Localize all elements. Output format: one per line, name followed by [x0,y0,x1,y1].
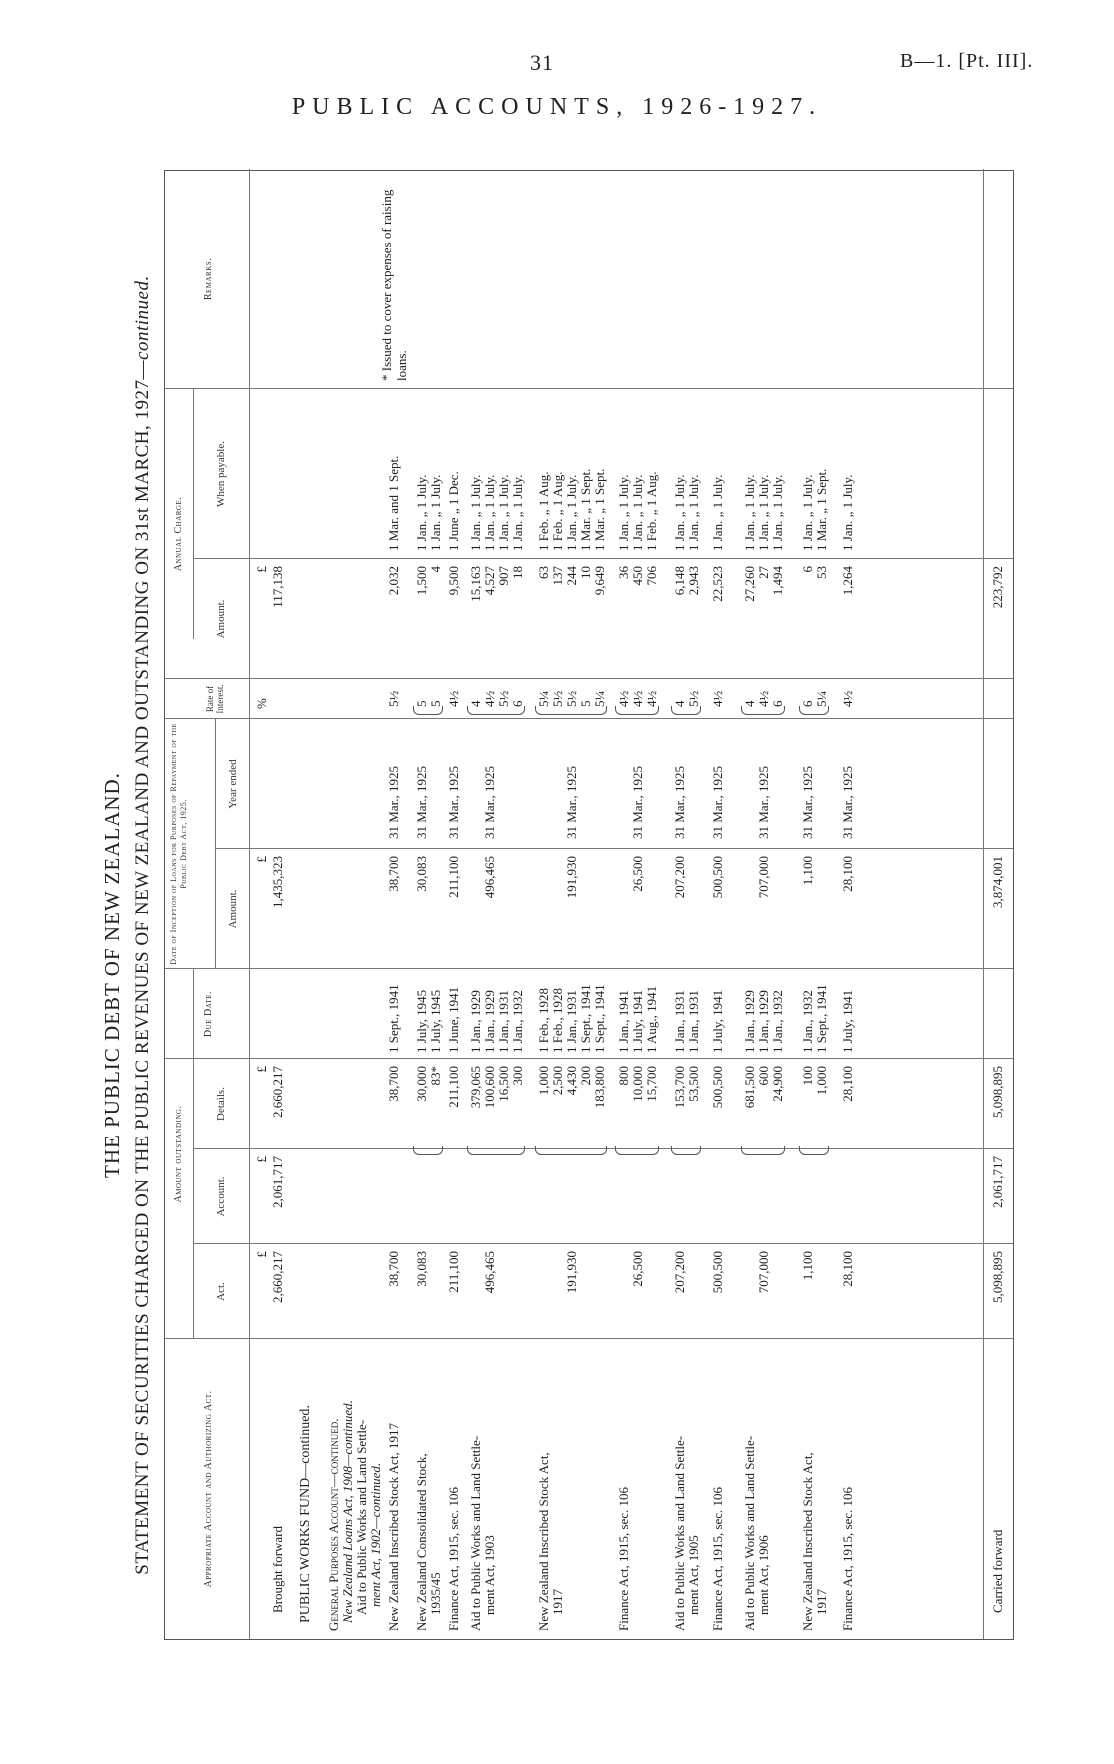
inception-year: 31 Mar., 1925 [386,766,401,839]
interest-rate: 4 [468,700,483,707]
interest-rate: 5½ [550,690,565,707]
header-charge-amount: Amount. [215,599,227,639]
inception-year: 31 Mar., 1925 [482,766,497,839]
brought-forward-details: 2,660,217 [270,1066,285,1118]
when-payable: 1 Jan. „ 1 July. [616,474,631,551]
when-payable: 1 Jan. „ 1 July. [710,474,725,551]
account-description: 1917 [814,1589,829,1615]
annual-charge-amount: 137 [550,566,565,586]
when-payable: 1 Jan. „ 1 July. [742,474,757,551]
detail-amount: 800 [616,1066,631,1086]
inception-year: 31 Mar., 1925 [840,766,855,839]
due-date: 1 Jan., 1931 [564,990,579,1053]
detail-amount: 4,430 [564,1066,579,1096]
carried-forward-details: 5,098,895 [990,1066,1005,1118]
annual-charge-amount: 450 [630,566,645,586]
details-brace [799,1146,829,1155]
interest-rate: 6 [510,700,525,707]
when-payable: 1 Jan. „ 1 July. [496,474,511,551]
inception-year: 31 Mar., 1925 [800,766,815,839]
interest-rate: 4½ [644,690,659,707]
header-year-ended: Year ended [227,759,239,809]
account-description: Finance Act, 1915, sec. 106 [710,1486,725,1631]
when-payable: 1 Jan. „ 1 July. [482,474,497,551]
detail-amount: 38,700 [386,1066,401,1102]
rates-brace [799,706,829,715]
annual-charge-amount: 53 [814,566,829,579]
due-date: 1 Sept., 1941 [386,984,401,1053]
when-payable: 1 Jan. „ 1 July. [428,474,443,551]
inception-amount: 211,100 [446,856,461,898]
interest-rate: 5½ [686,690,701,707]
account-description: New Zealand Inscribed Stock Act, 1917 [386,1423,401,1631]
account-description: New Zealand Inscribed Stock Act, [800,1452,815,1631]
when-payable: 1 Jan. „ 1 July. [800,474,815,551]
detail-amount: 16,500 [496,1066,511,1102]
unit-pound: £ [254,1251,269,1258]
due-date: 1 Feb., 1928 [550,988,565,1053]
header-account-col: Account. [215,1176,227,1217]
annual-charge-amount: 10 [578,566,593,579]
subtitle-main: STATEMENT OF SECURITIES CHARGED ON THE PUBLIC REVENUES OF NEW ZEALAND AND OUTSTANDING ON 31st MARCH, 1927— [132,359,153,1575]
annual-charge-amount: 27 [756,566,771,579]
interest-rate: 4½ [756,690,771,707]
account-description: Finance Act, 1915, sec. 106 [840,1486,855,1631]
header-annual-charge: Annual Charge. [173,496,184,572]
inception-amount: 1,100 [800,856,815,886]
act-amount: 26,500 [630,1251,645,1287]
act-amount: 211,100 [446,1251,461,1293]
when-payable: 1 Jan. „ 1 July. [756,474,771,551]
carried-forward-act: 5,098,895 [990,1251,1005,1303]
annual-charge-amount: 907 [496,566,511,586]
act-amount: 207,200 [672,1251,687,1294]
sub-heading-line2: ment Act, 1902—continued. [368,1462,383,1607]
when-payable: 1 Jan. „ 1 July. [672,474,687,551]
act-amount: 191,930 [564,1251,579,1294]
interest-rate: 5¼ [592,690,607,707]
rates-brace [615,706,659,715]
due-date: 1 June, 1941 [446,986,461,1053]
inception-amount: 207,200 [672,856,687,899]
details-brace [615,1146,659,1155]
rates-brace [467,706,525,715]
header-details: Details. [215,1087,227,1121]
account-description: 1917 [550,1589,565,1615]
account-description: Finance Act, 1915, sec. 106 [446,1486,461,1631]
annual-charge-amount: 9,500 [446,566,461,596]
inception-amount: 707,000 [756,856,771,899]
header-act: Act. [215,1282,227,1301]
rates-brace [671,706,701,715]
interest-rate: 4 [672,700,687,707]
when-payable: 1 Mar. „ 1 Sept. [578,468,593,551]
when-payable: 1 Jan. „ 1 July. [564,474,579,551]
act-amount: 30,083 [414,1251,429,1287]
due-date: 1 Jan., 1931 [686,990,701,1053]
subtitle-continued: continued. [132,275,153,360]
detail-amount: 153,700 [672,1066,687,1109]
unit-pound: £ [254,1066,269,1073]
inception-amount: 500,500 [710,856,725,899]
page-number: 31 [530,50,554,75]
detail-amount: 10,000 [630,1066,645,1102]
due-date: 1 July, 1945 [414,989,429,1053]
detail-amount: 183,800 [592,1066,607,1109]
inception-year: 31 Mar., 1925 [564,766,579,839]
interest-rate: 5½ [386,690,401,707]
due-date: 1 Jan., 1932 [510,990,525,1053]
header-inception-amount: Amount. [227,889,239,929]
account-description: ment Act, 1906 [756,1535,771,1615]
interest-rate: 5¼ [814,690,829,707]
account-description: Aid to Public Works and Land Settle- [742,1435,757,1631]
document-reference: B—1. [Pt. III]. [900,50,1034,72]
when-payable: 1 June „ 1 Dec. [446,471,461,551]
due-date: 1 Jan., 1929 [482,990,497,1053]
detail-amount: 211,100 [446,1066,461,1108]
annual-charge-amount: 4 [428,566,443,573]
interest-rate: 5 [414,700,429,707]
due-date: 1 Jan., 1929 [756,990,771,1053]
carried-forward-label: Carried forward [990,1529,1005,1613]
due-date: 1 Jan., 1931 [672,990,687,1053]
annual-charge-amount: 1,264 [840,566,855,596]
account-description: New Zealand Inscribed Stock Act, [536,1452,551,1631]
interest-rate: 6 [770,700,785,707]
act-amount: 38,700 [386,1251,401,1287]
unit-pound: £ [254,1156,269,1163]
unit-pound: £ [254,856,269,863]
rates-brace [535,706,607,715]
unit-pound: £ [254,566,269,573]
header-remarks: Remarks. [203,257,214,301]
inception-year: 31 Mar., 1925 [756,766,771,839]
header-rate: Rate of Interest. [205,684,225,714]
header-account: Appropriate Account and Authorizing Act. [203,1390,214,1588]
due-date: 1 Jan., 1929 [742,990,757,1053]
brought-forward-label: Brought forward [270,1525,285,1613]
due-date: 1 Jan., 1929 [468,990,483,1053]
fund-heading: PUBLIC WORKS FUND—continued. [298,1405,313,1623]
interest-rate: 4½ [710,690,725,707]
annual-charge-amount: 1,494 [770,566,785,596]
inception-year: 31 Mar., 1925 [630,766,645,839]
when-payable: 1 Mar. „ 1 Sept. [814,468,829,551]
rates-brace [741,706,785,715]
when-payable: 1 Feb. „ 1 Aug. [644,471,659,551]
annual-charge-amount: 18 [510,566,525,579]
detail-amount: 2,500 [550,1066,565,1096]
interest-rate: 4½ [616,690,631,707]
remark-note: * Issued to cover expenses of raising loans. [379,189,409,381]
when-payable: 1 Jan. „ 1 July. [468,474,483,551]
when-payable: 1 Jan. „ 1 July. [840,474,855,551]
due-date: 1 July, 1941 [710,989,725,1053]
interest-rate: 4 [742,700,757,707]
detail-amount: 500,500 [710,1066,725,1109]
account-description: New Zealand Consolidated Stock, [414,1453,429,1631]
details-brace [671,1146,701,1155]
details-brace [413,1146,443,1155]
due-date: 1 July, 1941 [840,989,855,1053]
rotated-table-sheet [72,140,1072,1710]
carried-forward-charge: 223,792 [990,566,1005,609]
interest-rate: 4½ [446,690,461,707]
interest-rate: 4½ [630,690,645,707]
act-amount: 28,100 [840,1251,855,1287]
brought-forward-act: 2,660,217 [270,1251,285,1303]
when-payable: 1 Jan. „ 1 July. [630,474,645,551]
act-amount: 496,465 [482,1251,497,1294]
annual-charge-amount: 22,523 [710,566,725,602]
account-heading: General Purposes Account—continued. [326,1418,341,1631]
debt-table [164,170,1014,1640]
inception-amount: 496,465 [482,856,497,899]
inception-year: 31 Mar., 1925 [446,766,461,839]
annual-charge-amount: 27,260 [742,566,757,602]
annual-charge-amount: 15,163 [468,566,483,602]
detail-amount: 600 [756,1066,771,1086]
when-payable: 1 Mar. and 1 Sept. [386,455,401,551]
detail-amount: 15,700 [644,1066,659,1102]
detail-amount: 379,065 [468,1066,483,1109]
details-brace [467,1146,525,1155]
inception-amount: 26,500 [630,856,645,892]
when-payable: 1 Mar. „ 1 Sept. [592,468,607,551]
account-description: ment Act, 1903 [482,1535,497,1615]
header-inception: Date of Inception of Loans for Purposes of Repayment of the Public Debt Act, 1925. [169,723,188,965]
detail-amount: 681,500 [742,1066,757,1109]
account-description: Aid to Public Works and Land Settle- [468,1435,483,1631]
rates-brace [413,706,443,715]
details-brace [741,1146,785,1155]
annual-charge-amount: 6 [800,566,815,573]
detail-amount: 300 [510,1066,525,1086]
due-date: 1 Sept., 1941 [578,984,593,1053]
when-payable: 1 Feb. „ 1 Aug. [536,471,551,551]
details-brace [535,1146,607,1155]
interest-rate: 5½ [564,690,579,707]
account-description: Aid to Public Works and Land Settle- [672,1435,687,1631]
account-description: ment Act, 1905 [686,1535,701,1615]
annual-charge-amount: 1,500 [414,566,429,596]
annual-charge-amount: 2,032 [386,566,401,596]
act-amount: 707,000 [756,1251,771,1294]
detail-amount: 100 [800,1066,815,1086]
detail-amount: 100,600 [482,1066,497,1109]
annual-charge-amount: 706 [644,566,659,586]
interest-rate: 5½ [496,690,511,707]
due-date: 1 Jan., 1931 [496,990,511,1053]
interest-rate: 4½ [482,690,497,707]
due-date: 1 Jan., 1932 [800,990,815,1053]
due-date: 1 July, 1945 [428,989,443,1053]
annual-charge-amount: 4,527 [482,566,497,596]
when-payable: 1 Jan. „ 1 July. [770,474,785,551]
table-subtitle [132,140,154,1710]
detail-amount: 28,100 [840,1066,855,1102]
carried-forward-account: 2,061,717 [990,1156,1005,1208]
loans-heading: New Zealand Loans Act, 1908—continued. [340,1400,355,1623]
due-date: 1 Feb., 1928 [536,988,551,1053]
due-date: 1 Sept., 1941 [592,984,607,1053]
inception-year: 31 Mar., 1925 [672,766,687,839]
inception-year: 31 Mar., 1925 [710,766,725,839]
when-payable: 1 Jan. „ 1 July. [686,474,701,551]
detail-amount: 83* [428,1066,443,1086]
annual-charge-amount: 6,148 [672,566,687,596]
header-amount-outstanding: Amount outstanding. [173,1105,184,1203]
due-date: 1 Sept., 1941 [814,984,829,1053]
inception-amount: 28,100 [840,856,855,892]
brought-forward-inception-amount: 1,435,323 [270,856,285,908]
annual-charge-amount: 2,943 [686,566,701,596]
annual-charge-amount: 63 [536,566,551,579]
annual-charge-amount: 36 [616,566,631,579]
inception-year: 31 Mar., 1925 [414,766,429,839]
interest-rate: 6 [800,700,815,707]
interest-rate: 4½ [840,690,855,707]
act-amount: 1,100 [800,1251,815,1281]
brought-forward-account: 2,061,717 [270,1156,285,1208]
brought-forward-charge: 117,138 [270,566,285,608]
carried-forward-inception-amount: 3,874,001 [990,856,1005,908]
account-description: 1935/45 [428,1572,443,1615]
inception-amount: 191,930 [564,856,579,899]
sub-heading-line1: Aid to Public Works and Land Settle- [354,1419,369,1615]
due-date: 1 July, 1941 [630,989,645,1053]
header-when-payable: When payable. [215,441,227,507]
detail-amount: 1,000 [536,1066,551,1096]
interest-rate: 5 [578,700,593,707]
annual-charge-amount: 9,649 [592,566,607,596]
account-description: Finance Act, 1915, sec. 106 [616,1486,631,1631]
when-payable: 1 Feb. „ 1 Aug. [550,471,565,551]
act-amount: 500,500 [710,1251,725,1294]
detail-amount: 200 [578,1066,593,1086]
running-title: PUBLIC ACCOUNTS, 1926-1927. [291,94,823,120]
table-title: THE PUBLIC DEBT OF NEW ZEALAND. [100,772,124,1178]
inception-amount: 30,083 [414,856,429,892]
detail-amount: 53,500 [686,1066,701,1102]
interest-rate: 5¼ [536,690,551,707]
due-date: 1 Jan., 1932 [770,990,785,1053]
inception-amount: 38,700 [386,856,401,892]
when-payable: 1 Jan. „ 1 July. [510,474,525,551]
due-date: 1 Aug., 1941 [644,985,659,1053]
detail-amount: 24,900 [770,1066,785,1102]
detail-amount: 1,000 [814,1066,829,1096]
header-due-date: Due Date. [203,990,214,1038]
annual-charge-amount: 244 [564,566,579,586]
due-date: 1 Jan., 1941 [616,990,631,1053]
interest-rate: 5 [428,700,443,707]
when-payable: 1 Jan. „ 1 July. [414,474,429,551]
detail-amount: 30,000 [414,1066,429,1102]
unit-percent: % [254,698,269,709]
